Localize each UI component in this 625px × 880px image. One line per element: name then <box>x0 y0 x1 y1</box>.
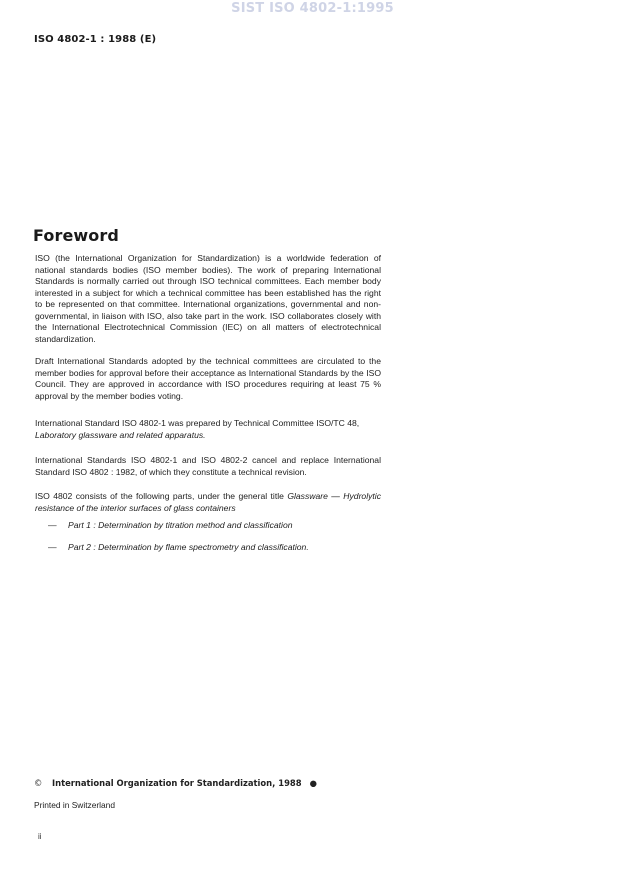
paragraph-5-text: ISO 4802 consists of the following parts, under the general title <box>35 491 284 501</box>
dash-marker: — <box>48 520 57 530</box>
committee-title: Laboratory glassware and related apparatus. <box>35 429 206 440</box>
paragraph-3-text: International Standard ISO 4802-1 was prepared by Technical Committee ISO/TC 48, <box>35 418 360 428</box>
section-heading: Foreword <box>33 226 119 245</box>
parts-list-item <box>48 542 309 554</box>
dash-marker: — <box>48 542 57 552</box>
foreword-paragraph-5 <box>35 491 381 514</box>
copyright-line <box>34 778 317 788</box>
foreword-paragraph-3 <box>35 418 381 441</box>
foreword-paragraph-4: International Standards ISO 4802-1 and ISO 4802-2 cancel and replace International Standard ISO 4802 : 1982, of which they constitute a technical revision. <box>35 455 381 477</box>
foreword-paragraph-2: Draft International Standards adopted by the technical committees are circulated to the member bodies for approval before their acceptance as International Standards by the ISO Council. They are approved in accordance with ISO procedures requiring at least 75 % approval by the member bodies voting. <box>35 356 381 401</box>
copyright-text: International Organization for Standardization, 1988 <box>52 778 302 788</box>
document-watermark: SIST ISO 4802-1:1995 <box>231 1 394 16</box>
printed-location: Printed in Switzerland <box>34 800 115 810</box>
part-label: Part 2 : Determination by flame spectrometry and classification. <box>68 542 309 552</box>
document-identifier: ISO 4802-1 : 1988 (E) <box>34 34 157 45</box>
page-number: ii <box>38 832 42 841</box>
part-label: Part 1 : Determination by titration method and classification <box>68 520 293 530</box>
general-title: Glassware — Hydrolytic resistance of the interior surfaces of glass containers <box>35 491 382 513</box>
parts-list-item <box>48 520 293 532</box>
copyright-icon: © <box>34 778 43 788</box>
bullet-icon: ● <box>309 778 317 788</box>
foreword-paragraph-1: ISO (the International Organization for Standardization) is a worldwide federation of national standards bodies (ISO member bodies). The work of preparing International Standards is normally carried out through ISO technical committees. Each member body interested in a subject for which a technical committee has been established has the right to be represented on that committee. International organizations, governmental and non-governmental, in liaison with ISO, also take part in the work. ISO collaborates closely with the International Electrotechnical Commission (IEC) on all matters of electrotechnical standardization. <box>35 253 381 344</box>
